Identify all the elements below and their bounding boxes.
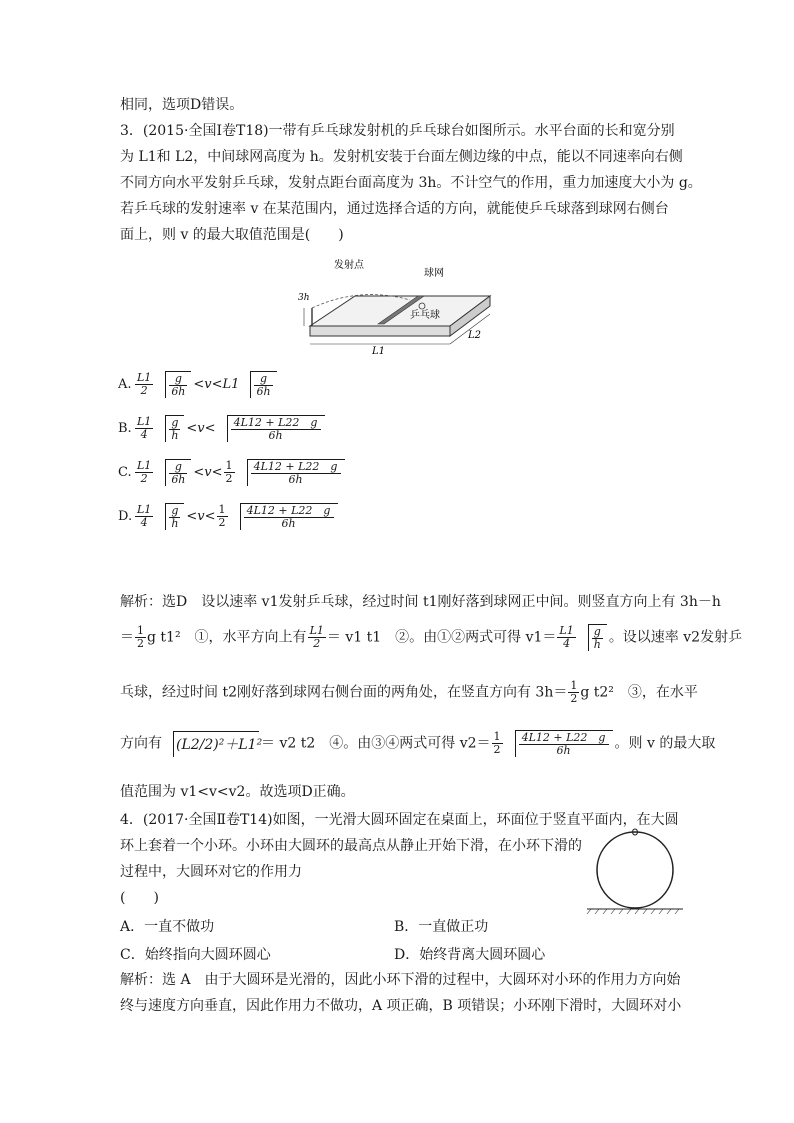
q4-solution-line-2: 终与速度方向垂直，因此作用力不做功，A 项正确，B 项错误；小环刚下滑时，大圆环对小 — [120, 998, 682, 1014]
q3-line-3: 不同方向水平发射乒乓球，发射点距台面高度为 3h。不计空气的作用，重力加速度大小为 g。 — [120, 175, 702, 191]
fig-net-label: 球网 — [424, 268, 444, 279]
fig-height-label: 3h — [298, 293, 310, 303]
option-c[interactable]: C. $\frac{L1}{2}$ $\frac{g}{6h}$ <v< $\frac{1}{2}$ $\frac{4L12 + L22 g}{6h}$ — [118, 450, 418, 494]
ring-figure — [585, 828, 685, 918]
options-list — [118, 362, 418, 538]
solution-line-4: 方向有 (L2/2)²＋L1²＝ v2 t2 ④。由③④两式可得 v2＝ $\frac{1}{2}$ $\frac{4L12 + L22 g}{6h}$ 。则 v 的最大取 — [120, 730, 716, 757]
solution-line-2: ＝ $\frac{1}{2}$ g t1² ①，水平方向上有 $\frac{L1}{2}$ ＝ v1 t1 ②。由①②两式可得 v1＝ $\frac{L1}{4}$ $\frac{g}{h}$ 。设以速率 v2发射乒 — [120, 624, 743, 651]
q3-solution — [120, 590, 743, 810]
q3-line-2: 为 L1和 L2，中间球网高度为 h。发射机安装于台面左侧边缘的中点，能以不同速率向右侧 — [120, 149, 683, 165]
q3-line-5: 面上，则 v 的最大取值范围是( ) — [120, 227, 344, 243]
previous-answer-tail: 相同，选项D错误。 — [120, 97, 244, 113]
q3-line-4: 若乒乓球的发射速率 v 在某范围内，通过选择合适的方向，就能使乒乓球落到球网右侧台 — [120, 201, 669, 217]
q4-solution-line-1: 解析：选 A 由于大圆环是光滑的，因此小环下滑的过程中，大圆环对小环的作用力方向始 — [120, 972, 681, 988]
q4-line-1: 4．(2017·全国Ⅱ卷T14)如图，一光滑大圆环固定在桌面上，环面位于竖直平面内，在大圆 — [120, 812, 679, 828]
fig-length-label: L1 — [372, 346, 386, 357]
solution-line-3: 乓球，经过时间 t2刚好落到球网右侧台面的两角处，在竖直方向有 3h＝ $\frac{1}{2}$ g t2² ③，在水平 — [120, 679, 698, 705]
q4-line-4: ( ) — [120, 890, 159, 906]
solution-line-1: 解析：选D 设以速率 v1发射乒乓球，经过时间 t1刚好落到球网正中间。则竖直方向上有 3h－h — [120, 594, 721, 610]
ping-pong-table-figure — [300, 256, 500, 356]
option-b[interactable]: B. $\frac{L1}{4}$ $\frac{g}{h}$ <v< $\frac{4L12 + L22 g}{6h}$ — [118, 406, 418, 450]
q4-option-b[interactable]: B．一直做正功 — [394, 919, 489, 935]
option-a[interactable]: A. $\frac{L1}{2}$ $\frac{g}{6h}$ <v< L1 $\frac{g}{6h}$ — [118, 362, 418, 406]
q3-line-1: 3．(2015·全国Ⅰ卷T18)一带有乒乓球发射机的乒乓球台如图所示。水平台面的长和宽分别 — [120, 123, 675, 139]
q4-line-3: 过程中，大圆环对它的作用力 — [120, 864, 302, 880]
q4-option-c[interactable]: C．始终指向大圆环圆心 — [120, 947, 271, 963]
q4-option-a[interactable]: A．一直不做功 — [120, 919, 215, 935]
q4-option-d[interactable]: D．始终背离大圆环圆心 — [394, 947, 546, 963]
fig-width-label: L2 — [468, 330, 482, 341]
q4-line-2: 环上套着一个小环。小环由大圆环的最高点从静止开始下滑，在小环下滑的 — [120, 838, 582, 854]
option-d[interactable]: D. $\frac{L1}{4}$ $\frac{g}{h}$ <v< $\frac{1}{2}$ $\frac{4L12 + L22 g}{6h}$ — [118, 494, 418, 538]
fig-launch-label: 发射点 — [334, 260, 364, 271]
fig-ball-label: 乒乓球 — [410, 310, 440, 321]
solution-line-5: 值范围为 v1<v<v2。故选项D正确。 — [120, 784, 355, 800]
